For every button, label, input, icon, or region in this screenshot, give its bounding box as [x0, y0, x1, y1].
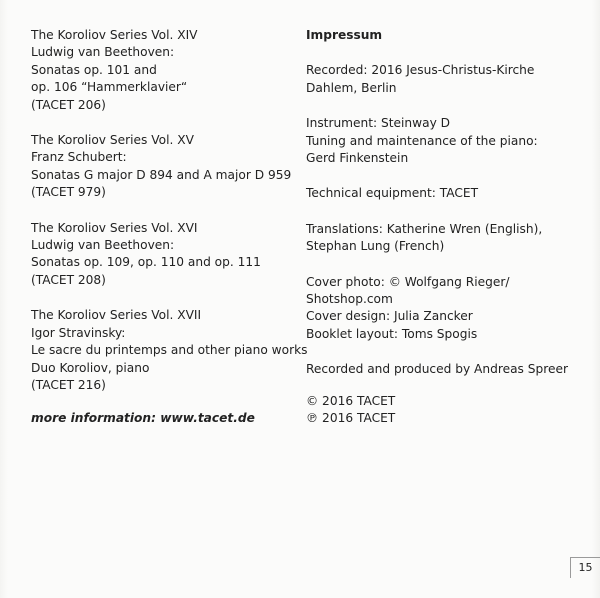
impressum-heading: Impressum [306, 28, 383, 42]
entry-line: op. 106 “Hammerklavier“ [31, 80, 188, 95]
entry-line: The Koroliov Series Vol. XVII [31, 308, 202, 323]
phonogram-copyright-line: ℗ 2016 TACET [306, 411, 396, 426]
copyright-line: © 2016 TACET [306, 393, 396, 408]
impressum-line: Cover design: Julia Zancker [306, 309, 473, 324]
impressum-recorded [306, 62, 576, 97]
more-information-link: more information: www.tacet.de [31, 411, 255, 426]
series-entry-xvi [31, 220, 291, 290]
entry-line: Igor Stravinsky: [31, 325, 126, 340]
entry-line: (TACET 206) [31, 97, 106, 112]
impressum-line: Booklet layout: Toms Spogis [306, 326, 478, 341]
entry-line: Ludwig van Beethoven: [31, 45, 175, 60]
entry-line: Duo Koroliov, piano [31, 360, 150, 375]
entry-line: Le sacre du printemps and other piano works [31, 343, 308, 358]
impressum-line: Recorded: 2016 Jesus-Christus-Kirche [306, 63, 535, 78]
entry-line: (TACET 979) [31, 185, 106, 200]
left-column [31, 27, 308, 428]
impressum-producer [306, 361, 576, 378]
entry-line: The Koroliov Series Vol. XIV [31, 28, 198, 42]
impressum-line: Technical equipment: TACET [306, 186, 479, 201]
impressum-line: Dahlem, Berlin [306, 80, 397, 95]
impressum-line: Translations: Katherine Wren (English), [306, 221, 543, 236]
entry-line: (TACET 208) [31, 272, 106, 287]
entry-line: The Koroliov Series Vol. XV [31, 133, 194, 148]
entry-line: Franz Schubert: [31, 150, 127, 165]
series-entry-xv [31, 132, 291, 202]
entry-line: The Koroliov Series Vol. XVI [31, 220, 198, 235]
entry-line: (TACET 216) [31, 377, 106, 392]
impressum-line: Shotshop.com [306, 292, 393, 307]
page-number: 15 [570, 557, 600, 578]
impressum-line: Instrument: Steinway D [306, 116, 451, 131]
impressum-line: Stephan Lung (French) [306, 239, 445, 254]
impressum-design-credits [306, 274, 576, 344]
entry-line: Sonatas G major D 894 and A major D 959 [31, 167, 292, 182]
series-entry-xvii [31, 307, 308, 394]
right-column-impressum [306, 27, 576, 446]
impressum-translations [306, 221, 576, 256]
impressum-technical [306, 185, 576, 202]
impressum-line: Recorded and produced by Andreas Spreer [306, 362, 568, 377]
impressum-copyright [306, 393, 576, 428]
impressum-instrument [306, 115, 576, 167]
entry-line: Sonatas op. 101 and [31, 62, 157, 77]
impressum-line: Gerd Finkenstein [306, 151, 409, 166]
series-entry-xiv [31, 27, 291, 114]
impressum-line: Tuning and maintenance of the piano: [306, 133, 538, 148]
entry-line: Ludwig van Beethoven: [31, 238, 175, 253]
impressum-line: Cover photo: © Wolfgang Rieger/ [306, 274, 510, 289]
entry-line: Sonatas op. 109, op. 110 and op. 111 [31, 255, 261, 270]
